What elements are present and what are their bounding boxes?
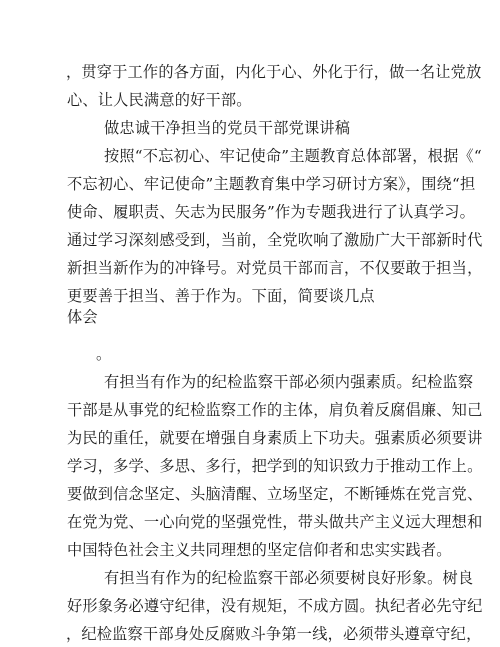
text-line: ，贯穿于工作的各方面，内化于心、外化于行，做一名让党放 [66, 63, 482, 81]
text-line: 心、让人民满意的好干部。 [67, 91, 252, 109]
text-line: 体会 [67, 308, 98, 326]
text-line: 。 [96, 345, 112, 363]
text-line: 要做到信念坚定、头脑清醒、立场坚定，不断锤炼在党言党、 [67, 485, 483, 503]
text-line: 为民的重任，就要在增强自身素质上下功夫。强素质必须要讲 [67, 429, 483, 447]
text-line: 干部是从事党的纪检监察工作的主体，肩负着反腐倡廉、知己 [67, 401, 483, 419]
text-line: 好形象务必遵守纪律，没有规矩，不成方圆。执纪者必先守纪 [67, 597, 483, 615]
text-line: 学习，多学、多思、多行，把学到的知识致力于推动工作上。 [67, 457, 483, 475]
text-line: 更要善于担当、善于作为。下面，简要谈几点 [67, 287, 375, 305]
text-line: 有担当有作为的纪检监察干部必须内强素质。纪检监察 [104, 373, 474, 391]
text-line: 按照“不忘初心、牢记使命”主题教育总体部署，根据《“ [104, 147, 482, 165]
text-line: 有担当有作为的纪检监察干部必须要树良好形象。树良 [104, 569, 474, 587]
text-line: 在党为党、一心向党的坚强党性，带头做共产主义远大理想和 [67, 513, 483, 531]
text-line: 不忘初心、牢记使命”主题教育集中学习研讨方案》，围绕“担 [67, 175, 476, 193]
text-line: ，纪检监察干部身处反腐败斗争第一线，必须带头遵章守纪， [66, 625, 482, 643]
text-line: 新担当新作为的冲锋号。对党员干部而言，不仅要敢于担当， [67, 259, 483, 277]
text-line: 中国特色社会主义共同理想的坚定信仰者和忠实实践者。 [67, 541, 452, 559]
document-title: 做忠诚干净担当的党员干部党课讲稿 [104, 119, 351, 137]
text-line: 使命、履职责、矢志为民服务”作为专题我进行了认真学习。 [67, 203, 476, 221]
text-line: 通过学习深刻感受到，当前，全党吹响了激励广大干部新时代 [67, 231, 483, 249]
